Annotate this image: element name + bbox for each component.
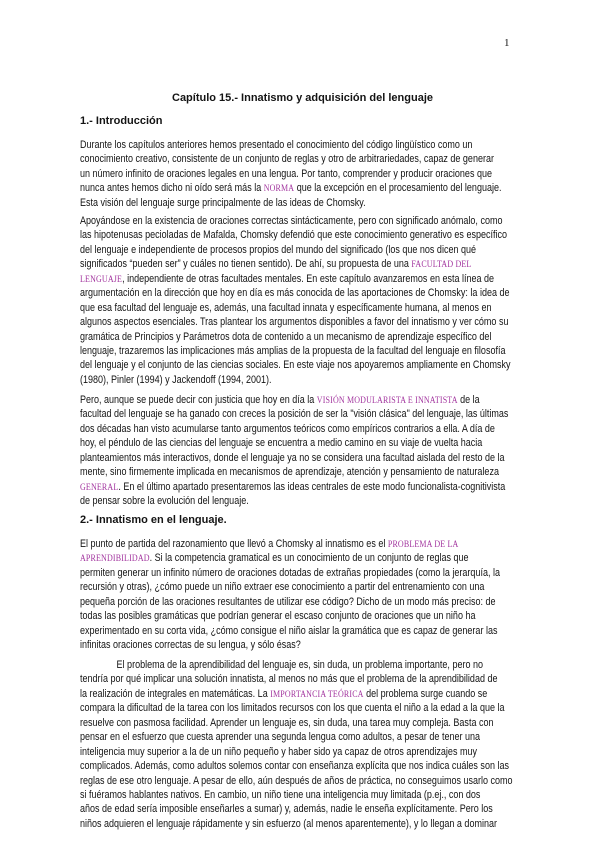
text-line <box>80 152 525 166</box>
text-line <box>80 494 525 508</box>
text-segment: Apoyándose en la existencia de oraciones correctas sintácticamente, pero con significado anómalo, como <box>80 215 503 227</box>
text-segment: gramática de Principios y Parámetros dota de contenido a un mecanismo de aprendizaje específico del <box>80 330 492 343</box>
text-segment: del problema surge cuando se <box>363 687 488 700</box>
text-segment: las hipotenusas pecioladas de Mafalda, Chomsky defendió que este conocimiento generativo es específico <box>80 229 507 242</box>
text-segment: algunos aspectos esenciales. Tras plantear los argumentos disponibles a favor del innatismo y ver cómo su <box>80 316 509 329</box>
text-line <box>80 580 525 594</box>
paragraph <box>80 658 525 831</box>
text-segment: Esta visión del lenguaje surge principalmente de las ideas de Chomsky. <box>80 196 366 209</box>
text-segment: años de edad sería imposible enseñarles a sumar) y, además, nadie le enseña explícitamente. Pero los <box>80 803 493 816</box>
text-segment: del lenguaje y el conjunto de las ciencias sociales. En este viaje nos apoyaremos ampliamente en Chomsky <box>80 359 511 372</box>
chapter-title: Capítulo 15.- Innatismo y adquisición del lenguaje <box>172 92 433 104</box>
text-line <box>80 422 525 436</box>
text-line <box>80 480 525 494</box>
text-segment: El problema de la aprendibilidad del lenguaje es, sin duda, un problema importante, pero no <box>116 659 483 671</box>
text-line <box>80 609 525 623</box>
text-line <box>80 196 525 210</box>
text-segment: que esa facultad del lenguaje es, además, una facultad innata y específicamente humana, al menos en <box>80 301 492 314</box>
text-line <box>80 595 525 609</box>
text-segment: experimentado en su corta vida, ¿cómo consigue el niño aislar la gramática que es capaz de generar las <box>80 624 498 637</box>
text-segment: que la excepción en el procesamiento del lenguaje. <box>294 182 502 195</box>
text-segment: mente, sino firmemente implicada en mecanismos de aprendizaje, atención y pensamiento de naturaleza <box>80 466 499 479</box>
highlighted-term: GENERAL <box>80 482 119 493</box>
text-line <box>80 638 525 652</box>
text-segment: , independiente de otras facultades mentales. En este capítulo avanzaremos en esta línea de <box>122 272 495 285</box>
text-segment: del lenguaje e independiente de procesos propios del mundo del significado (los que nos dicen qué <box>80 243 476 256</box>
text-line <box>80 687 525 701</box>
text-line <box>80 344 525 358</box>
text-segment: Pero, aunque se puede decir con justicia que hoy en día la <box>80 394 317 406</box>
paragraph <box>80 138 525 210</box>
text-line <box>80 774 525 788</box>
text-line <box>80 181 525 195</box>
highlighted-term: LENGUAJE <box>80 274 123 285</box>
text-segment: recursión y otras), ¿cómo puede un niño extraer ese conocimiento a partir del entrenamiento con una <box>80 581 485 594</box>
text-segment: lenguaje, trazaremos las implicaciones más amplias de la propuesta de la facultad del lenguaje en filosofía <box>80 344 506 357</box>
text-segment: infinitas oraciones correctas de su lengua, y sólo ésas? <box>80 639 301 652</box>
text-line <box>80 465 525 479</box>
text-line <box>80 817 525 831</box>
section-heading-innatismo: 2.- Innatismo en el lenguaje. <box>80 514 227 526</box>
text-segment: facultad del lenguaje se ha ganado con creces la posición de ser la "visión clásica" del lenguaje, las últimas <box>80 408 509 421</box>
text-segment: complicados. Además, como adultos solemos contar con enseñanza explícita que nos indica cuáles son las <box>80 760 509 773</box>
text-segment: planteamientos más interactivos, donde el lenguaje ya no se considera una facultad aislada del resto de la <box>80 451 505 464</box>
text-segment: compara la dificultad de la tarea con los limitados recursos con los que cuenta el niño a la edad a la que la <box>80 702 505 715</box>
text-line <box>80 788 525 802</box>
text-segment: conocimiento creativo, consistente de un conjunto de reglas y otro de arbitrariedades, capaz de generar <box>80 153 494 166</box>
text-line <box>80 393 525 407</box>
text-line <box>80 451 525 465</box>
text-line <box>80 701 525 715</box>
text-line <box>80 759 525 773</box>
text-segment: pequeña porción de las oraciones resultantes de utilizar ese código? Dicho de un modo más preciso: de <box>80 595 496 608</box>
text-line <box>80 301 525 315</box>
text-line <box>80 407 525 421</box>
text-segment: niños adquieren el lenguaje rápidamente y sin esfuerzo (al menos aparentemente), y lo llegan a dominar <box>80 817 497 830</box>
text-segment: dos décadas han visto acumularse tanto argumentos teóricos como empíricos contrarios a ella. A día de <box>80 422 495 435</box>
text-segment: . Si la competencia gramatical es un conocimiento de un conjunto de reglas que <box>149 552 469 565</box>
text-line <box>80 167 525 181</box>
text-line <box>80 730 525 744</box>
text-segment: Durante los capítulos anteriores hemos presentado el conocimiento del código lingüístico como un <box>80 139 473 151</box>
text-line <box>80 228 525 242</box>
text-segment: un número infinito de oraciones legales en una lengua. Por tanto, comprender y producir oraciones que <box>80 167 492 180</box>
text-line <box>80 138 525 152</box>
text-segment: inteligencia muy superior a la de un niño pequeño y haber sido ya capaz de otros aprendizajes muy <box>80 745 477 758</box>
text-segment: nunca antes hemos dicho ni oído será más la <box>80 182 264 195</box>
text-line <box>80 802 525 816</box>
text-line <box>80 286 525 300</box>
highlighted-term: NORMA <box>263 184 295 195</box>
text-segment: todas las posibles gramáticas que podrían generar el escaso conjunto de oraciones que un niño ha <box>80 610 476 623</box>
text-line <box>80 716 525 730</box>
text-segment: argumentación en la dirección que hoy en día es más conocida de las aportaciones de Chomsky: la idea de <box>80 287 510 300</box>
text-line <box>80 358 525 372</box>
text-segment: de pensar sobre la evolución del lenguaje. <box>80 495 249 508</box>
text-segment: hoy, el péndulo de las ciencias del lenguaje se encuentra a medio camino en su viaje de vuelta hacia <box>80 437 483 450</box>
text-segment: reglas de ese otro lenguaje. A pesar de ello, aún después de años de práctica, no conseguimos usarlo como <box>80 774 513 787</box>
text-segment: de la <box>457 394 480 406</box>
highlighted-term: FACULTAD DEL <box>411 260 472 271</box>
paragraph <box>80 537 525 653</box>
section-heading-introduccion: 1.- Introducción <box>80 115 163 127</box>
text-line <box>80 551 525 565</box>
text-line <box>80 330 525 344</box>
text-line <box>80 672 525 686</box>
text-line <box>80 436 525 450</box>
text-segment: tendría por qué implicar una solución innatista, al menos no más que el problema de la aprendibilidad de <box>80 673 498 686</box>
paragraph <box>80 393 525 509</box>
text-segment: significados “pueden ser” y cuáles no tienen sentido). De ahí, su propuesta de una <box>80 258 412 271</box>
text-line <box>80 243 525 257</box>
paragraph <box>80 214 525 387</box>
text-line <box>80 537 525 551</box>
text-segment: si fuéramos hablantes nativos. En cambio, un niño tiene una inteligencia muy limitada (p.ej., con dos <box>80 788 481 801</box>
text-segment: . En el último apartado presentaremos las ideas centrales de este modo funcionalista-cognitivista <box>118 480 506 493</box>
text-line <box>80 272 525 286</box>
highlighted-term: VISIÓN MODULARISTA E INNATISTA <box>316 396 458 406</box>
page-number: 1 <box>504 37 510 49</box>
text-line <box>80 745 525 759</box>
highlighted-term: IMPORTANCIA TEÓRICA <box>270 689 364 700</box>
text-line <box>80 566 525 580</box>
text-line <box>80 624 525 638</box>
text-segment: permiten generar un infinito número de oraciones dotadas de extrañas propiedades (como la jerarquía, la <box>80 566 500 579</box>
text-segment: (1980), Pinler (1994) y Jackendoff (1994, 2001). <box>80 373 272 386</box>
text-segment: resuelve con pasmosa facilidad. Aprender un lenguaje es, sin duda, una tarea muy compleja. Basta con <box>80 716 494 729</box>
text-line <box>80 214 525 228</box>
text-line <box>80 658 525 672</box>
text-segment: pensar en el esfuerzo que cuesta aprender una segunda lengua como adultos, a pesar de tener una <box>80 731 481 744</box>
text-line <box>80 373 525 387</box>
text-segment: El punto de partida del razonamiento que llevó a Chomsky al innatismo es el <box>80 538 388 550</box>
text-line <box>80 315 525 329</box>
highlighted-term: PROBLEMA DE LA <box>387 540 459 550</box>
text-segment: la realización de integrales en matemáticas. La <box>80 687 271 700</box>
highlighted-term: APRENDIBILIDAD <box>80 554 150 565</box>
text-line <box>80 257 525 271</box>
